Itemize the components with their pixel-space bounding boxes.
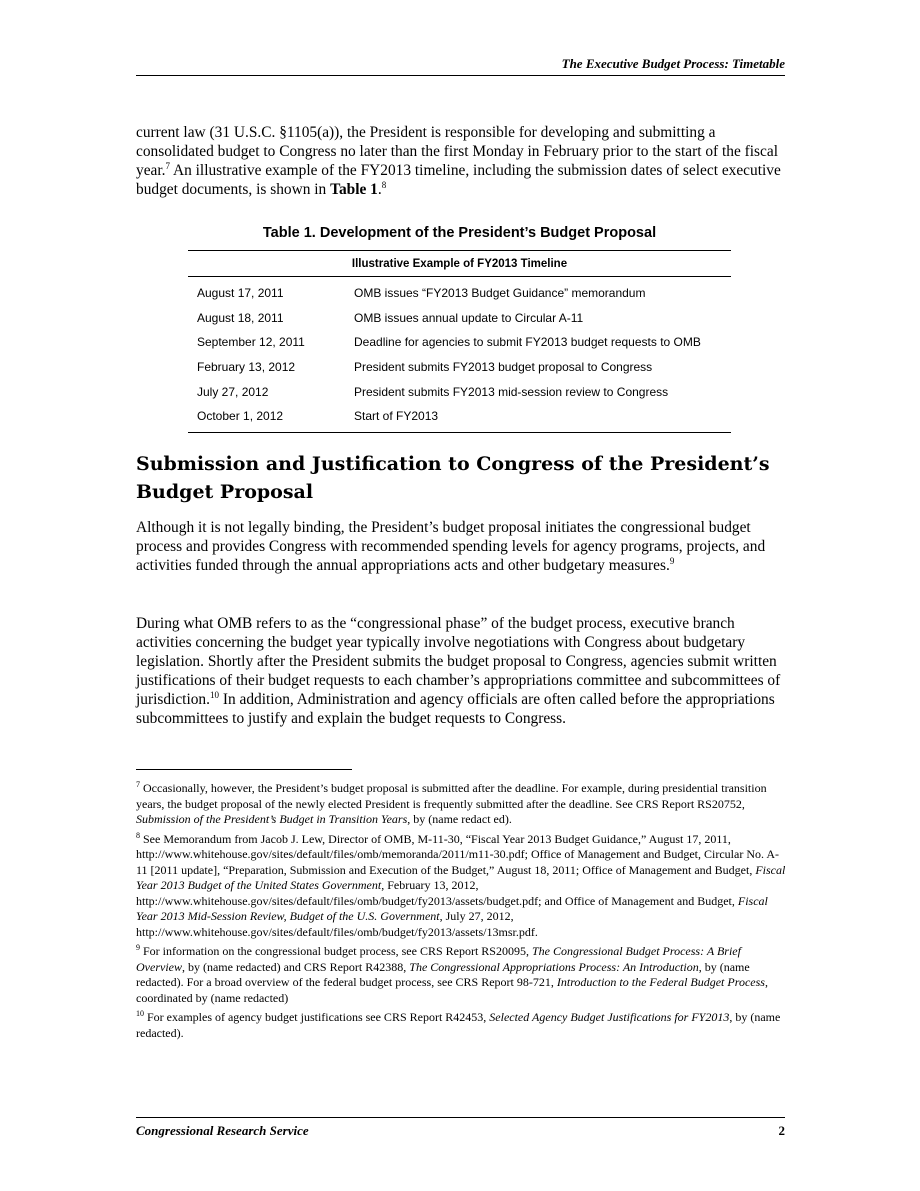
footnote-text: , by (name redact ed). bbox=[407, 812, 512, 826]
footnote-number: 7 bbox=[136, 780, 140, 789]
footnote-title: The Congressional Budget Process: A Brief Overview bbox=[136, 944, 741, 974]
footer-publisher: Congressional Research Service bbox=[136, 1123, 309, 1138]
footnote-text: See Memorandum from Jacob J. Lew, Director of OMB, M-11-30, “Fiscal Year 2013 Budget Guidance,” August 17, 2011, http://www.whitehouse.gov/sites/default/files/omb/memoranda/2011/m11-30.pdf; Office of Management and Budget, Circular No. A-11 [2011 update], “Preparation, Submission and Execution of the Budget,” August 18, 2011; Office of Management and Budget, bbox=[136, 831, 779, 877]
footnote-number: 10 bbox=[136, 1009, 144, 1018]
table-body bbox=[188, 277, 731, 432]
footnote-title: Submission of the President’s Budget in Transition Years bbox=[136, 812, 408, 826]
table-row bbox=[188, 379, 731, 404]
footnote-ref-9[interactable]: 9 bbox=[669, 555, 675, 566]
table-row bbox=[188, 330, 731, 355]
section-heading: Submission and Justification to Congress of the President’s Budget Proposal bbox=[136, 453, 770, 503]
para2-text-a: During what OMB refers to as the “congressional phase” of the budget process, executive branch activities concerning the budget year typically involve negotiations with Congress about budgetary legislation. Shortly after the President submits the budget proposal to Congress, agencies submit written justifications of their budget requests to each chamber’s appropriations committee and subcommittees of jurisdiction. bbox=[136, 615, 781, 708]
row-event: President submits FY2013 mid-session review to Congress bbox=[354, 384, 669, 399]
timeline-table bbox=[188, 250, 731, 433]
table-row bbox=[188, 306, 731, 331]
footnote-text: , by (name redacted) and CRS Report R42388, bbox=[181, 959, 410, 974]
row-event: OMB issues annual update to Circular A-11 bbox=[354, 310, 584, 325]
row-date: August 17, 2011 bbox=[197, 286, 284, 301]
footnote-text: , by (name redacted). bbox=[136, 1010, 781, 1040]
row-date: July 27, 2012 bbox=[197, 384, 269, 399]
footnote-text: For examples of agency budget justifications see CRS Report R42453, bbox=[144, 1010, 490, 1024]
table-row bbox=[188, 355, 731, 380]
table-subheading: Illustrative Example of FY2013 Timeline bbox=[188, 251, 731, 277]
footnote-ref-10[interactable]: 10 bbox=[209, 689, 219, 700]
footnote-text: Occasionally, however, the President’s budget proposal is submitted after the deadline. For example, during presidential transition years, the budget proposal of the newly elected President is frequently submitted after the deadline. See CRS Report RS20752, bbox=[136, 781, 767, 811]
row-event: Deadline for agencies to submit FY2013 budget requests to OMB bbox=[354, 335, 701, 350]
table-row bbox=[188, 404, 731, 429]
row-date: September 12, 2011 bbox=[197, 335, 305, 350]
section-paragraph-2 bbox=[136, 614, 788, 728]
para1-text: Although it is not legally binding, the President’s budget proposal initiates the congressional budget process and provides Congress with recommended spending levels for agency programs, projects, and activities funded through the annual appropriations acts and other budgetary measures. bbox=[136, 519, 766, 574]
footnote-text: , by (name redacted). For a broad overview of the federal budget process, see CRS Report 98-721, bbox=[136, 959, 750, 989]
footnote-title: Selected Agency Budget Justifications for FY2013 bbox=[489, 1010, 730, 1024]
footnote-9 bbox=[136, 944, 786, 1006]
row-date: August 18, 2011 bbox=[197, 310, 284, 325]
row-event: OMB issues “FY2013 Budget Guidance” memorandum bbox=[354, 286, 646, 301]
intro-text-3: . bbox=[377, 181, 382, 198]
page-footer bbox=[136, 1117, 785, 1139]
footnote-10 bbox=[136, 1010, 786, 1041]
row-event: Start of FY2013 bbox=[354, 409, 439, 424]
footnote-text: , February 13, 2012, http://www.whitehouse.gov/sites/default/files/omb/budget/fy2013/assets/budget.pdf; and Office of Management and Budget, bbox=[136, 878, 738, 908]
footnote-text: , July 27, 2012, http://www.whitehouse.gov/sites/default/files/omb/budget/fy2013/assets/13msr.pdf. bbox=[136, 909, 538, 939]
row-date: February 13, 2012 bbox=[197, 360, 296, 375]
footnote-title: The Congressional Appropriations Process: An Introduction bbox=[409, 959, 699, 974]
intro-paragraph bbox=[136, 123, 788, 199]
footnote-text: For information on the congressional budget process, see CRS Report RS20095, bbox=[140, 944, 532, 958]
footnote-number: 9 bbox=[136, 943, 140, 952]
para2-text-b: In addition, Administration and agency officials are often called before the appropriations subcommittees to justify and explain the budget requests to Congress. bbox=[136, 691, 775, 727]
row-date: October 1, 2012 bbox=[197, 409, 284, 424]
footnote-text: , coordinated by (name redacted) bbox=[136, 975, 768, 1005]
footnote-ref-7[interactable]: 7 bbox=[165, 160, 170, 171]
footnote-number: 8 bbox=[136, 830, 140, 840]
table-reference: Table 1 bbox=[330, 181, 378, 198]
footnote-8 bbox=[136, 832, 786, 941]
table-row bbox=[188, 281, 731, 306]
section-paragraph-1 bbox=[136, 518, 788, 575]
footnote-title: Fiscal Year 2013 Mid-Session Review, Budget of the U.S. Government bbox=[136, 893, 768, 923]
footnote-title: Fiscal Year 2013 Budget of the United States Government bbox=[136, 862, 786, 892]
row-event: President submits FY2013 budget proposal to Congress bbox=[354, 360, 653, 375]
running-header: The Executive Budget Process: Timetable bbox=[136, 56, 785, 76]
footnote-title: Introduction to the Federal Budget Process bbox=[556, 975, 765, 989]
intro-text-2: An illustrative example of the FY2013 timeline, including the submission dates of select executive budget documents, is shown in bbox=[136, 162, 781, 198]
footnotes bbox=[136, 781, 786, 1045]
footnote-7 bbox=[136, 781, 786, 828]
table-title: Table 1. Development of the President’s Budget Proposal bbox=[262, 225, 657, 241]
intro-text-1: current law (31 U.S.C. §1105(a)), the President is responsible for developing and submitting a consolidated budget to Congress no later than the first Monday in February prior to the start of the fiscal year. bbox=[136, 124, 778, 179]
page-number: 2 bbox=[778, 1123, 785, 1138]
footnote-divider bbox=[136, 769, 352, 770]
footnote-ref-8[interactable]: 8 bbox=[381, 179, 387, 190]
